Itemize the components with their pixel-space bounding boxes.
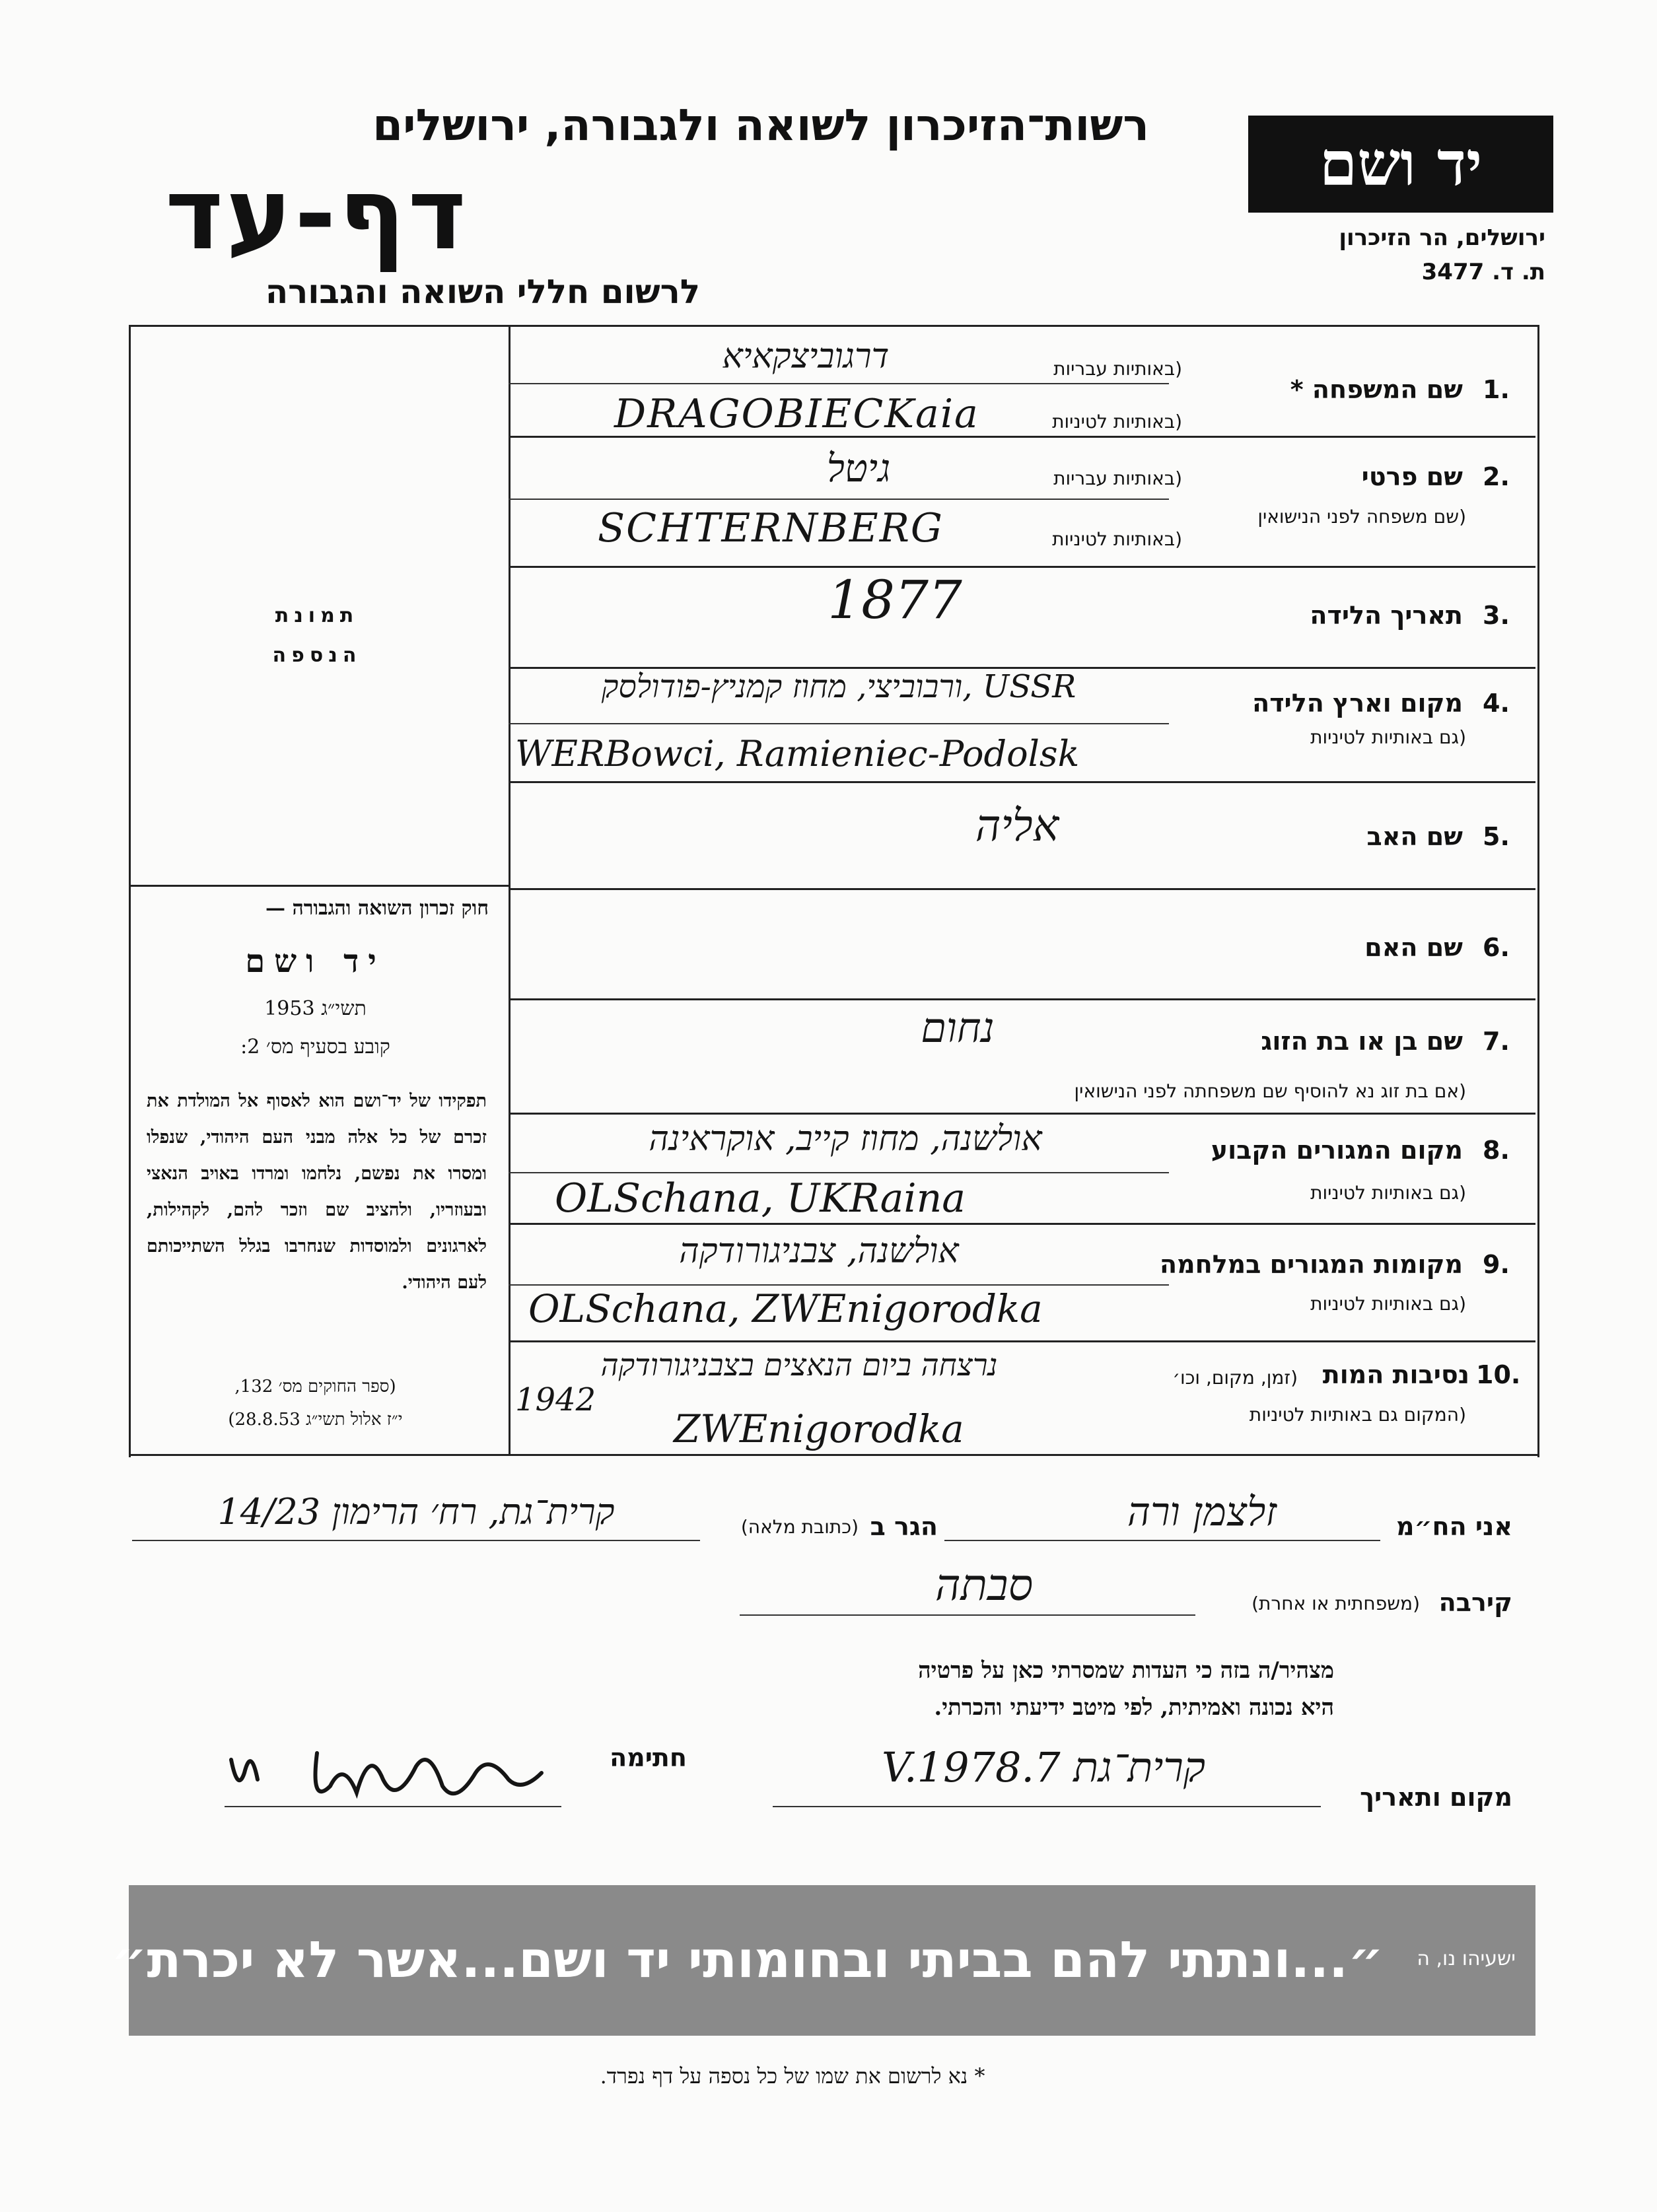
field-6-number: 6. [1483, 933, 1510, 962]
logo-text: יד ושם [1319, 128, 1483, 199]
field-4-latin-hint: (גם באותיות לטיניות [1310, 726, 1466, 748]
field-9-number: 9. [1483, 1250, 1510, 1279]
law-clause: קובע בסעיף מס׳ 2: [240, 1035, 390, 1058]
footnote: * נא לרשום את שמו של כל נספה על דף נפרד. [600, 2063, 985, 2089]
resident-label: הגר ב [870, 1512, 938, 1541]
field-5-value[interactable]: אליה [975, 800, 1059, 851]
photo-box-label-2: הנספה [272, 644, 362, 667]
field-1-latin-hint: (באותיות לטיניות [1052, 411, 1182, 432]
relation-label: קירבה [1438, 1588, 1512, 1617]
address-line-1: ירושלים, הר הזיכרון [1339, 225, 1545, 251]
field-2-latin-value[interactable]: SCHTERNBERG [598, 505, 944, 551]
signature-label: חתימה [610, 1743, 687, 1772]
form-bottom-rule [129, 1454, 1537, 1456]
field-2-number: 2. [1483, 462, 1510, 491]
field-2-label: שם פרטי [1361, 462, 1463, 491]
row-separator [509, 998, 1535, 1000]
place-date-label: מקום ותאריך [1360, 1783, 1512, 1812]
column-divider [509, 325, 511, 1455]
quote-banner [111, 1885, 1535, 2036]
field-9-latin-hint: (גם באותיות לטיניות [1310, 1293, 1466, 1315]
field-8-latin-hint: (גם באותיות לטיניות [1310, 1182, 1466, 1204]
field-3-number: 3. [1483, 601, 1510, 630]
row-separator [509, 1223, 1535, 1225]
field-1-number: 1. [1483, 375, 1510, 404]
row-separator [509, 781, 1535, 783]
field-9-hebrew-value[interactable]: אולשנה, צבניגורודקה [679, 1231, 959, 1271]
declarant-name-value[interactable]: זלצמן ורה [1127, 1489, 1277, 1535]
field-8-latin-value[interactable]: OLSchana, UKRaina [555, 1175, 966, 1222]
field-4-label: מקום וארץ הלידה [1252, 689, 1463, 718]
banner-source: ישעיהו נו, ה [1417, 1947, 1516, 1970]
field-4-hebrew-value[interactable]: USSR ,ורבוביצי, מחוז קמניץ-פודולסק [601, 668, 1076, 705]
field-1-label: שם המשפחה * [1290, 375, 1463, 404]
row-separator [509, 888, 1535, 890]
field-10-hebrew-value[interactable]: נרצחה ביום הנאצים בצבניגורודקה [600, 1347, 998, 1383]
writing-line [509, 1172, 1169, 1173]
law-year: תשי״ג 1953 [264, 997, 367, 1020]
relation-value[interactable]: סבתה [934, 1560, 1034, 1610]
form-title: דף-עד [165, 157, 469, 272]
field-5-number: 5. [1483, 822, 1510, 851]
field-10-detail-hint: (זמן, מקום, וכו׳ [1172, 1367, 1298, 1389]
yad-vashem-logo [1248, 116, 1553, 213]
law-heading: חוק זכרון השואה והגבורה — [265, 897, 489, 920]
field-9-label: מקומות המגורים במלחמה [1159, 1250, 1463, 1279]
field-7-number: 7. [1483, 1027, 1510, 1056]
row-separator [509, 1340, 1535, 1342]
field-2-hebrew-hint: (באותיות עבריות [1053, 467, 1182, 489]
field-10-year-value[interactable]: 1942 [515, 1381, 596, 1418]
address-hint: (כתובת מלאה) [740, 1516, 859, 1538]
statement-line-2: היא נכונה ואמיתית, לפי מיטב ידיעתי והכרתי. [934, 1694, 1334, 1721]
address-line-2: ת. ד. 3477 [1421, 259, 1545, 285]
field-1-hebrew-hint: (באותיות עבריות [1053, 358, 1182, 380]
field-10-latin-value[interactable]: ZWEnigorodka [674, 1406, 964, 1451]
address-line [132, 1540, 700, 1541]
row-separator [509, 566, 1535, 568]
field-8-hebrew-value[interactable]: אולשנה, מחוז קייב, אוקראינה [649, 1119, 1042, 1159]
photo-box-label-1: תמונת [275, 604, 359, 627]
statement-line-1: מצהיר/ה בזה כי העדות שמסרתי כאן על פרטיה [918, 1657, 1334, 1684]
field-2-maiden-hint: (שם משפחה לפני הנישואין [1257, 506, 1466, 528]
law-ref-2: י״ז אלול תשי״ג 28.8.53) [228, 1410, 403, 1430]
field-2-hebrew-value[interactable]: גיטל [826, 446, 891, 491]
field-2-latin-hint: (באותיות לטיניות [1052, 528, 1182, 550]
row-separator [509, 1113, 1535, 1115]
declarant-label: אני הח״מ [1396, 1512, 1512, 1541]
field-1-latin-value[interactable]: DRAGOBIECKaia [614, 391, 979, 437]
authority-title: רשות־הזיכרון לשואה ולגבורה, ירושלים [372, 100, 1149, 151]
banner-quote: ״...ונתתי להם בביתי ובחומותי יד ושם...אשר לא יכרת״ [111, 1930, 1384, 1989]
writing-line [509, 723, 1169, 724]
field-4-number: 4. [1483, 689, 1510, 718]
field-10-number: 10. [1476, 1360, 1521, 1389]
field-4-latin-value[interactable]: WERBowci, Ramieniec-Podolsk [515, 733, 1080, 775]
field-10-label: נסיבות המות [1322, 1360, 1469, 1389]
relation-line [740, 1614, 1195, 1616]
field-1-hebrew-value[interactable]: דרגוביצקאיא [722, 337, 890, 376]
writing-line [509, 499, 1169, 500]
place-date-value[interactable]: קרית־גת 7.V.1978 [881, 1743, 1206, 1791]
writing-line [509, 383, 1169, 384]
field-6-label: שם האם [1364, 933, 1463, 962]
field-3-value[interactable]: 1877 [828, 569, 962, 631]
field-7-value[interactable]: נחום [921, 1004, 995, 1052]
address-value[interactable]: קרית־גת, רח׳ הרימון 14/23 [217, 1491, 615, 1533]
field-10-latin-hint: (המקום גם באותיות לטיניות [1249, 1404, 1466, 1426]
field-8-label: מקום המגורים הקבוע [1211, 1136, 1463, 1165]
field-7-label: שם בן או בת הזוג [1261, 1027, 1463, 1056]
law-box-top-rule [129, 885, 511, 887]
place-date-line [773, 1806, 1321, 1807]
law-ref-1: (ספר החוקים מס׳ 132, [234, 1377, 396, 1397]
signature-scribble [218, 1733, 561, 1813]
writing-line [509, 1284, 1169, 1286]
form-subtitle: לרשום חללי השואה והגבורה [265, 273, 700, 311]
field-7-spouse-hint: (אם בת זוג נא להוסיף שם משפחתה לפני הנישואין [1074, 1080, 1466, 1102]
law-body: תפקידו של יד־ושם הוא לאסוף אל המולדת את זכרם של כל אלה מבני העם היהודי, שנפלו ומסרו את נפשם, נלחמו ומרדו באויב הנאצי ובעוזריו, ולהציב שם וזכר להם, לקהילות, לארגונים ולמוסדות שנחרבו בגלל השתייכותם לעם היהודי. [147, 1091, 487, 1293]
field-9-latin-value[interactable]: OLSchana, ZWEnigorodka [528, 1286, 1043, 1331]
field-5-label: שם האב [1366, 822, 1463, 851]
declarant-name-line [944, 1540, 1380, 1541]
relation-hint: (משפחתית או אחרת) [1252, 1593, 1420, 1614]
field-3-label: תאריך הלידה [1310, 601, 1463, 630]
law-name: יד ושם [245, 943, 386, 980]
field-8-number: 8. [1483, 1136, 1510, 1165]
